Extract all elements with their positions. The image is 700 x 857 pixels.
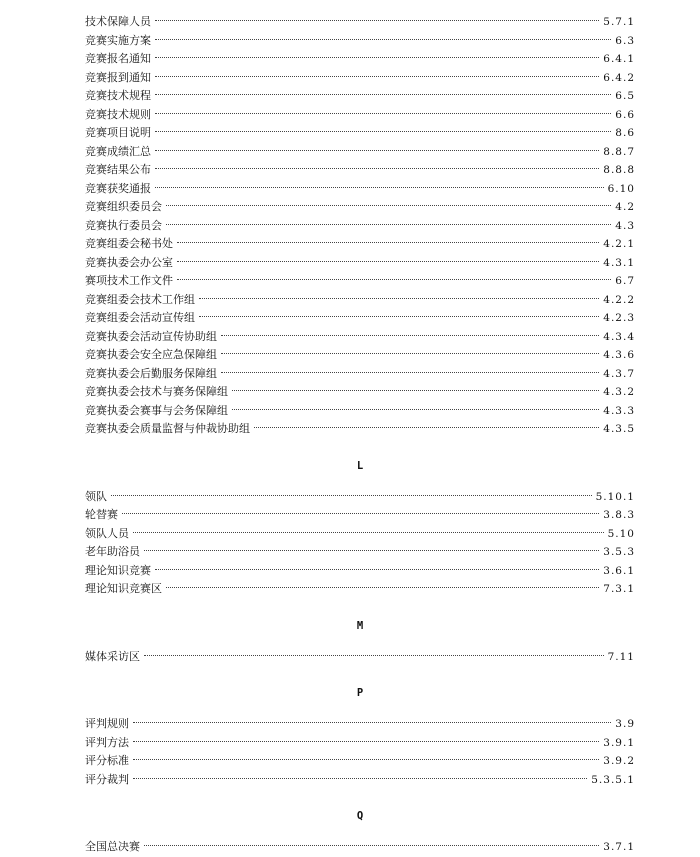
section-reference: 8.6 xyxy=(615,127,635,139)
index-entry xyxy=(85,420,635,439)
index-term: 竞赛执委会技术与赛务保障组 xyxy=(85,385,228,398)
section-reference: 5.7.1 xyxy=(603,16,635,28)
dot-leader xyxy=(133,759,599,760)
dot-leader xyxy=(133,741,599,742)
index-term: 竞赛执委会活动宣传协助组 xyxy=(85,329,217,343)
index-term: 竞赛执委会赛事与会务保障组 xyxy=(85,403,228,417)
index-entry xyxy=(85,838,635,857)
index-term: 竞赛实施方案 xyxy=(85,33,151,47)
section-reference: 4.2.1 xyxy=(603,238,635,250)
section-reference: 8.8.8 xyxy=(603,164,635,176)
dot-leader xyxy=(177,242,599,243)
index-entry xyxy=(85,734,635,753)
index-entry xyxy=(85,124,635,143)
index-entry xyxy=(85,69,635,88)
section-reference: 3.9.1 xyxy=(603,736,635,749)
index-entry xyxy=(85,291,635,310)
index-term: 竞赛报名通知 xyxy=(85,52,151,65)
term-index xyxy=(85,13,635,857)
index-term: 竞赛成绩汇总 xyxy=(85,144,151,158)
section-reference: 4.3.4 xyxy=(603,330,635,343)
index-entry xyxy=(85,217,635,236)
section-reference: 4.2 xyxy=(615,201,635,213)
index-term: 理论知识竞赛区 xyxy=(85,582,162,595)
index-term: 竞赛执行委员会 xyxy=(85,218,162,232)
section-reference: 6.4.2 xyxy=(603,71,635,84)
dot-leader xyxy=(155,94,611,95)
index-term: 竞赛获奖通报 xyxy=(85,181,151,195)
dot-leader xyxy=(155,76,599,77)
section-reference: 6.4.1 xyxy=(603,53,635,65)
index-term: 评判规则 xyxy=(85,717,129,730)
index-entry xyxy=(85,648,635,667)
section-reference: 6.6 xyxy=(615,108,635,121)
dot-leader xyxy=(232,409,599,410)
section-reference: 7.11 xyxy=(607,650,635,663)
dot-leader xyxy=(199,298,599,299)
index-entry xyxy=(85,143,635,162)
index-entry xyxy=(85,309,635,328)
index-entry xyxy=(85,506,635,525)
dot-leader xyxy=(221,353,599,354)
dot-leader xyxy=(144,550,599,551)
dot-leader xyxy=(254,427,599,428)
dot-leader xyxy=(221,335,599,336)
index-term: 竞赛技术规则 xyxy=(85,107,151,121)
section-reference: 3.5.3 xyxy=(603,546,635,558)
index-term: 竞赛组织委员会 xyxy=(85,200,162,213)
index-entry xyxy=(85,346,635,365)
index-term: 竞赛结果公布 xyxy=(85,163,151,176)
index-term: 竞赛技术规程 xyxy=(85,89,151,102)
index-entry xyxy=(85,488,635,507)
index-entry xyxy=(85,106,635,125)
index-term: 赛项技术工作文件 xyxy=(85,274,173,287)
index-entry xyxy=(85,13,635,32)
index-entry xyxy=(85,562,635,581)
index-entry xyxy=(85,752,635,771)
dot-leader xyxy=(221,372,599,373)
dot-leader xyxy=(155,187,604,188)
dot-leader xyxy=(232,390,599,391)
index-term: 媒体采访区 xyxy=(85,649,140,663)
index-entry xyxy=(85,254,635,273)
dot-leader xyxy=(155,39,611,40)
index-term: 老年助浴员 xyxy=(85,545,140,558)
section-reference: 5.10 xyxy=(607,527,635,540)
index-term: 领队人员 xyxy=(85,526,129,540)
section-reference: 4.3.1 xyxy=(603,256,635,269)
section-reference: 4.2.2 xyxy=(603,293,635,306)
index-term: 技术保障人员 xyxy=(85,15,151,28)
dot-leader xyxy=(144,845,599,846)
dot-leader xyxy=(155,150,599,151)
section-reference: 4.3 xyxy=(615,219,635,232)
dot-leader xyxy=(111,495,592,496)
index-term: 领队 xyxy=(85,489,107,503)
dot-leader xyxy=(155,57,599,58)
section-reference: 6.5 xyxy=(615,90,635,102)
section-reference: 7.3.1 xyxy=(603,583,635,595)
section-reference: 3.9.2 xyxy=(603,755,635,767)
index-term: 竞赛执委会质量监督与仲裁协助组 xyxy=(85,422,250,435)
section-letter-heading: Q xyxy=(356,810,364,822)
index-entry xyxy=(85,235,635,254)
section-reference: 4.3.6 xyxy=(603,349,635,361)
section-reference: 4.3.3 xyxy=(603,404,635,417)
section-reference: 4.3.2 xyxy=(603,386,635,398)
dot-leader xyxy=(166,205,611,206)
index-term: 竞赛组委会技术工作组 xyxy=(85,292,195,306)
dot-leader xyxy=(144,655,604,656)
index-entry xyxy=(85,383,635,402)
dot-leader xyxy=(133,722,611,723)
index-term: 评判方法 xyxy=(85,735,129,749)
index-entry xyxy=(85,525,635,544)
index-entry xyxy=(85,328,635,347)
index-entry xyxy=(85,198,635,217)
section-reference: 5.3.5.1 xyxy=(591,773,635,786)
index-term: 竞赛组委会活动宣传组 xyxy=(85,311,195,324)
index-entry xyxy=(85,180,635,199)
dot-leader xyxy=(122,513,599,514)
index-entry xyxy=(85,272,635,291)
section-reference: 6.10 xyxy=(607,182,635,195)
section-letter-heading: M xyxy=(356,619,364,632)
dot-leader xyxy=(133,532,604,533)
index-term: 评分标准 xyxy=(85,754,129,767)
dot-leader xyxy=(155,168,599,169)
dot-leader xyxy=(155,569,599,570)
dot-leader xyxy=(166,224,611,225)
dot-leader xyxy=(155,113,611,114)
section-reference: 3.8.3 xyxy=(603,509,635,521)
index-entry xyxy=(85,50,635,69)
index-entry xyxy=(85,161,635,180)
dot-leader xyxy=(133,778,587,779)
index-term: 竞赛报到通知 xyxy=(85,70,151,84)
index-entry xyxy=(85,87,635,106)
section-letter-heading: P xyxy=(356,687,364,699)
dot-leader xyxy=(177,261,599,262)
dot-leader xyxy=(155,131,611,132)
index-entry xyxy=(85,580,635,599)
index-term: 竞赛执委会安全应急保障组 xyxy=(85,348,217,361)
section-reference: 4.3.7 xyxy=(603,367,635,380)
dot-leader xyxy=(177,279,611,280)
index-term: 理论知识竞赛 xyxy=(85,563,151,577)
index-entry xyxy=(85,365,635,384)
section-reference: 6.7 xyxy=(615,275,635,287)
dot-leader xyxy=(199,316,599,317)
section-reference: 3.6.1 xyxy=(603,564,635,577)
index-term: 竞赛执委会办公室 xyxy=(85,255,173,269)
section-reference: 8.8.7 xyxy=(603,145,635,158)
section-reference: 6.3 xyxy=(615,34,635,47)
section-reference: 4.2.3 xyxy=(603,312,635,324)
section-letter-heading: L xyxy=(356,459,364,472)
index-term: 评分裁判 xyxy=(85,772,129,786)
index-entry xyxy=(85,402,635,421)
section-reference: 3.9 xyxy=(615,718,635,730)
index-term: 竞赛项目说明 xyxy=(85,126,151,139)
section-reference: 5.10.1 xyxy=(595,490,635,503)
index-term: 全国总决赛 xyxy=(85,840,140,853)
index-entry xyxy=(85,715,635,734)
index-entry xyxy=(85,771,635,790)
section-reference: 3.7.1 xyxy=(603,841,635,853)
index-entry xyxy=(85,543,635,562)
section-reference: 4.3.5 xyxy=(603,423,635,435)
index-term: 竞赛执委会后勤服务保障组 xyxy=(85,366,217,380)
dot-leader xyxy=(155,20,599,21)
index-entry xyxy=(85,32,635,51)
dot-leader xyxy=(166,587,599,588)
index-term: 竞赛组委会秘书处 xyxy=(85,237,173,250)
index-term: 轮替赛 xyxy=(85,508,118,521)
